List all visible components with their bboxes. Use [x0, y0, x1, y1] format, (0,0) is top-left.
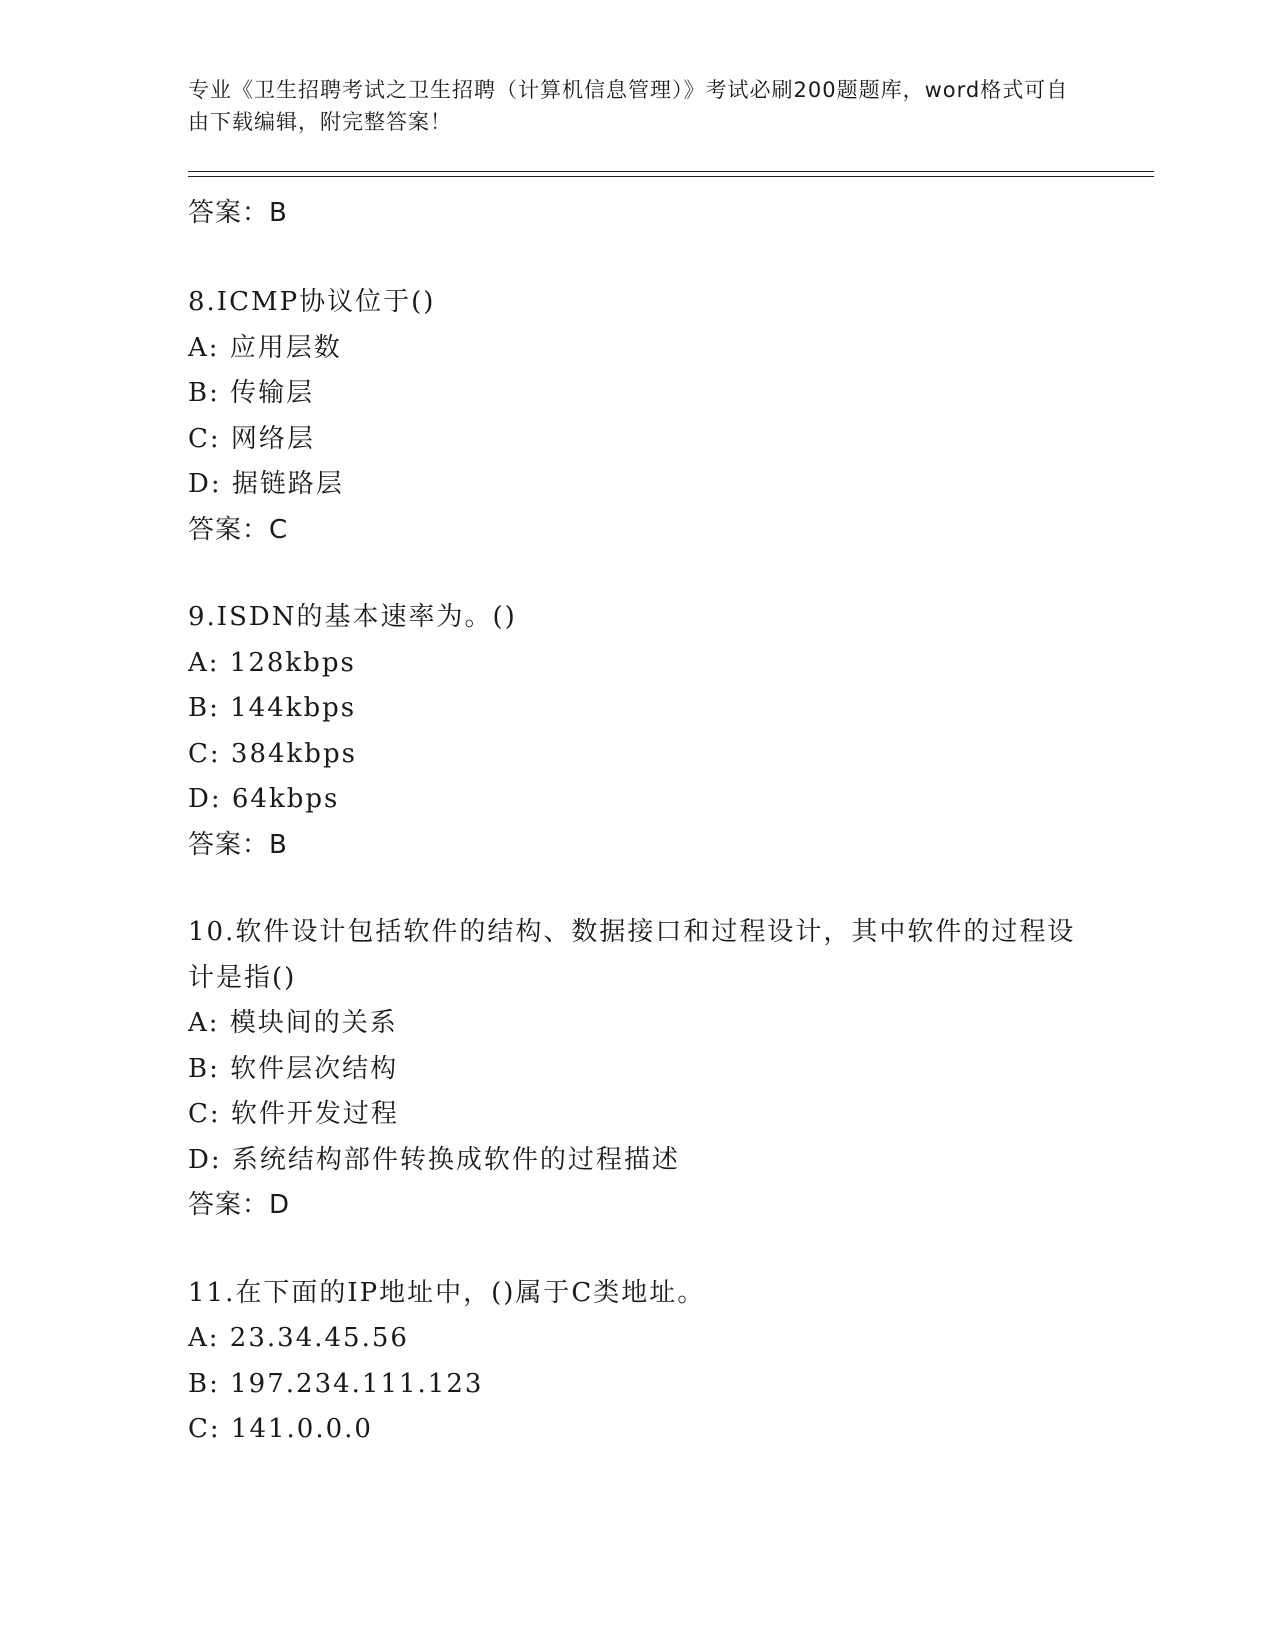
- answer-option: B: 197.234.111.123: [188, 1368, 484, 1399]
- question-block: [188, 1271, 1088, 1453]
- header-divider-top: [188, 171, 1154, 172]
- question-text: 8.ICMP协议位于(): [188, 287, 436, 317]
- header-title: 专业《卫生招聘考试之卫生招聘（计算机信息管理）》考试必刷200题题库，word格式可自由下载编辑，附完整答案！: [188, 78, 1069, 134]
- question-block: [188, 280, 1088, 553]
- answer-option: D: 系统结构部件转换成软件的过程描述: [188, 1144, 680, 1175]
- question-text: 11.在下面的IP地址中，()属于C类地址。: [188, 1277, 706, 1308]
- answer-option: C: 384kbps: [188, 738, 357, 769]
- question-block: [188, 910, 1088, 1229]
- answer-option: D: 据链路层: [188, 469, 344, 499]
- answer-option: A: 23.34.45.56: [188, 1323, 409, 1353]
- question-text: 9.ISDN的基本速率为。(): [188, 602, 517, 632]
- answer-option: A: 模块间的关系: [188, 1008, 398, 1038]
- answer-key: 答案：C: [188, 514, 289, 545]
- answer-option: B: 传输层: [188, 378, 315, 408]
- answer-key: 答案：D: [188, 1190, 291, 1220]
- answer-option: B: 144kbps: [188, 693, 357, 723]
- document-header: [188, 74, 1088, 138]
- previous-answer: 答案：B: [188, 198, 288, 228]
- question-list: [188, 280, 1088, 1495]
- answer-option: C: 141.0.0.0: [188, 1414, 373, 1444]
- answer-option: A: 128kbps: [188, 647, 356, 678]
- answer-option: B: 软件层次结构: [188, 1053, 399, 1084]
- answer-option: A: 应用层数: [188, 332, 342, 363]
- answer-key: 答案：B: [188, 829, 288, 860]
- question-block: [188, 595, 1088, 868]
- header-divider-bottom: [188, 176, 1154, 177]
- answer-option: C: 软件开发过程: [188, 1099, 399, 1129]
- question-text: 10.软件设计包括软件的结构、数据接口和过程设计，其中软件的过程设计是指(): [188, 917, 1076, 993]
- answer-option: D: 64kbps: [188, 784, 340, 814]
- answer-option: C: 网络层: [188, 423, 315, 454]
